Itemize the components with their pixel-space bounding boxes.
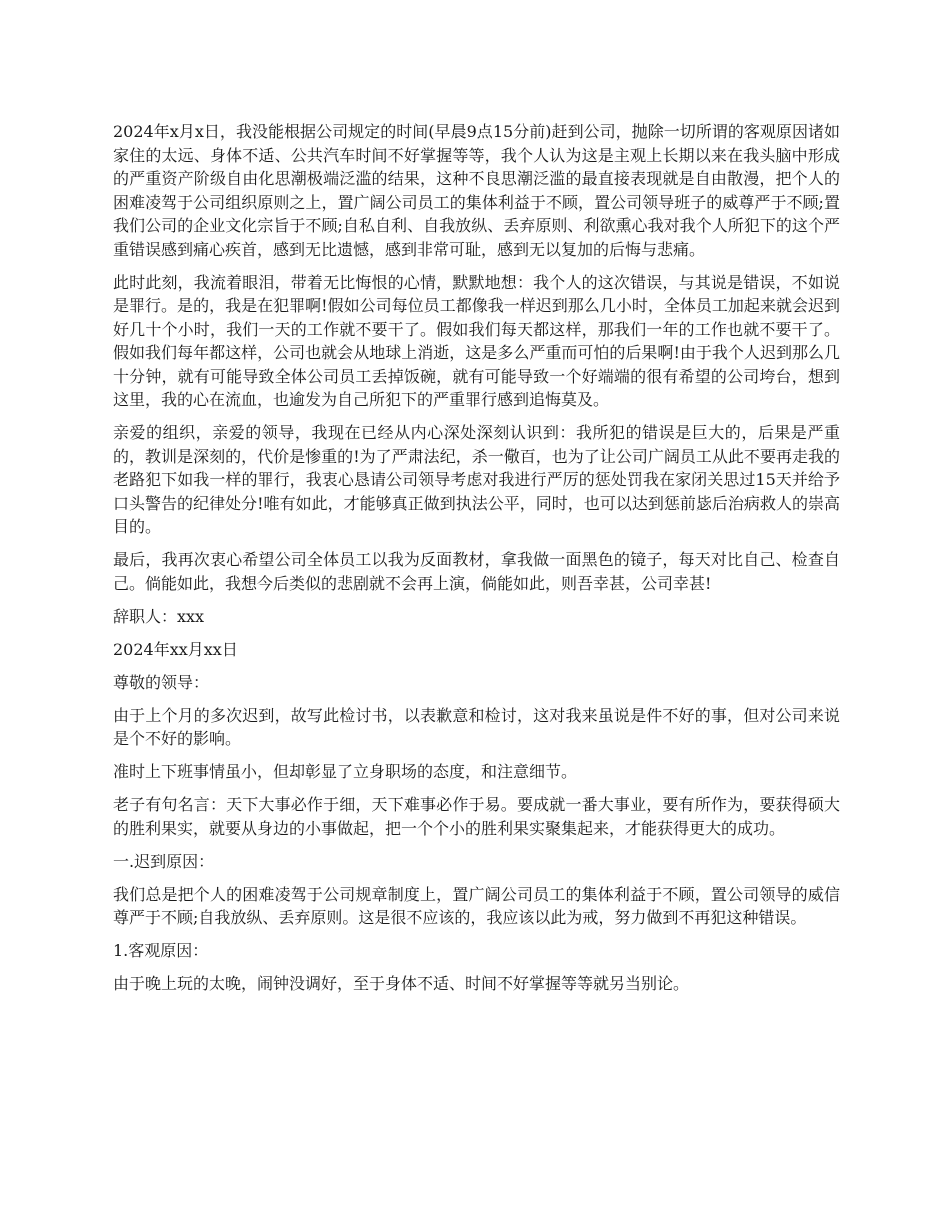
paragraph-laozi-quote: 老子有句名言：天下大事必作于细，天下难事必作于易。要成就一番大事业，要有所作为，要获得硕大的胜利果实，就要从身边的小事做起，把一个个小的胜利果实聚集起来，才能获得更大的成功。 <box>113 795 840 838</box>
paragraph-reasons: 我们总是把个人的困难凌驾于公司规章制度上，置广阔公司员工的集体利益于不顾，置公司领导的威信尊严于不顾;自我放纵、丢弃原则。这是很不应该的，我应该以此为戒，努力做到不再犯这种错误。 <box>113 884 840 927</box>
section-heading-reasons: 一.迟到原因： <box>113 851 215 871</box>
signature-line: 辞职人：xxx <box>113 606 205 626</box>
paragraph-purpose: 由于上个月的多次迟到，故写此检讨书，以表歉意和检讨，这对我来虽说是件不好的事，但对公司来说是个不好的影响。 <box>113 705 840 748</box>
salutation: 尊敬的领导： <box>113 672 210 692</box>
paragraph-reflection: 此时此刻，我流着眼泪，带着无比悔恨的心情，默默地想：我个人的这次错误，与其说是错误，不如说是罪行。是的，我是在犯罪啊!假如公司每位员工都像我一样迟到那么几小时，全体员工加起来就会迟到好几十个小时，我们一天的工作就不要干了。假如我们每天都这样，那我们一年的工作也就不要干了。假如我们每年都这样，公司也就会从地球上消逝，这是多么严重而可怕的后果啊!由于我个人迟到那么几十分钟，就有可能导致全体公司员工丢掉饭碗，就有可能导致一个好端端的很有希望的公司垮台，想到这里，我的心在流血，也逾发为自己所犯下的严重罪行感到追悔莫及。 <box>113 272 840 409</box>
paragraph-objective-reasons: 由于晚上玩的太晚，闹钟没调好，至于身体不适、时间不好掌握等等就另当别论。 <box>113 974 690 993</box>
paragraph-request-punishment: 亲爱的组织，亲爱的领导，我现在已经从内心深处深刻认识到：我所犯的错误是巨大的，后果是严重的，教训是深刻的，代价是惨重的!为了严肃法纪，杀一儆百，也为了让公司广阔员工从此不要再走我的老路犯下如我一样的罪行，我衷心恳请公司领导考虑对我进行严厉的惩处罚我在家闭关思过15天并给予口头警告的纪律处分!唯有如此，才能够真正做到执法公平，同时，也可以达到惩前毖后治病救人的崇高目的。 <box>113 423 840 536</box>
paragraph-closing-wish: 最后，我再次衷心希望公司全体员工以我为反面教材，拿我做一面黑色的镜子，每天对比自己、检查自己。倘能如此，我想今后类似的悲剧就不会再上演，倘能如此，则吾幸甚，公司幸甚! <box>113 550 840 593</box>
document-body <box>113 120 840 1005</box>
subsection-heading-objective: 1.客观原因： <box>113 941 209 960</box>
paragraph-late-arrival-statement: 2024年x月x日，我没能根据公司规定的时间(早晨9点15分前)赶到公司，抛除一切所谓的客观原因诸如家住的太远、身体不适、公共汽车时间不好掌握等等，我个人认为这是主观上长期以来在我头脑中形成的严重资产阶级自由化思潮极端泛滥的结果，这种不良思潮泛滥的最直接表现就是自由散漫，把个人的困难凌驾于公司组织原则之上，置广阔公司员工的集体利益于不顾，置公司领导班子的威尊严于不顾;置我们公司的企业文化宗旨于不顾;自私自利、自我放纵、丢弃原则、利欲熏心我对我个人所犯下的这个严重错误感到痛心疾首，感到无比遗憾，感到非常可耻，感到无以复加的后悔与悲痛。 <box>113 122 840 259</box>
paragraph-punctuality: 准时上下班事情虽小，但却彰显了立身职场的态度，和注意细节。 <box>113 762 578 781</box>
date-line: 2024年xx月xx日 <box>113 639 238 659</box>
